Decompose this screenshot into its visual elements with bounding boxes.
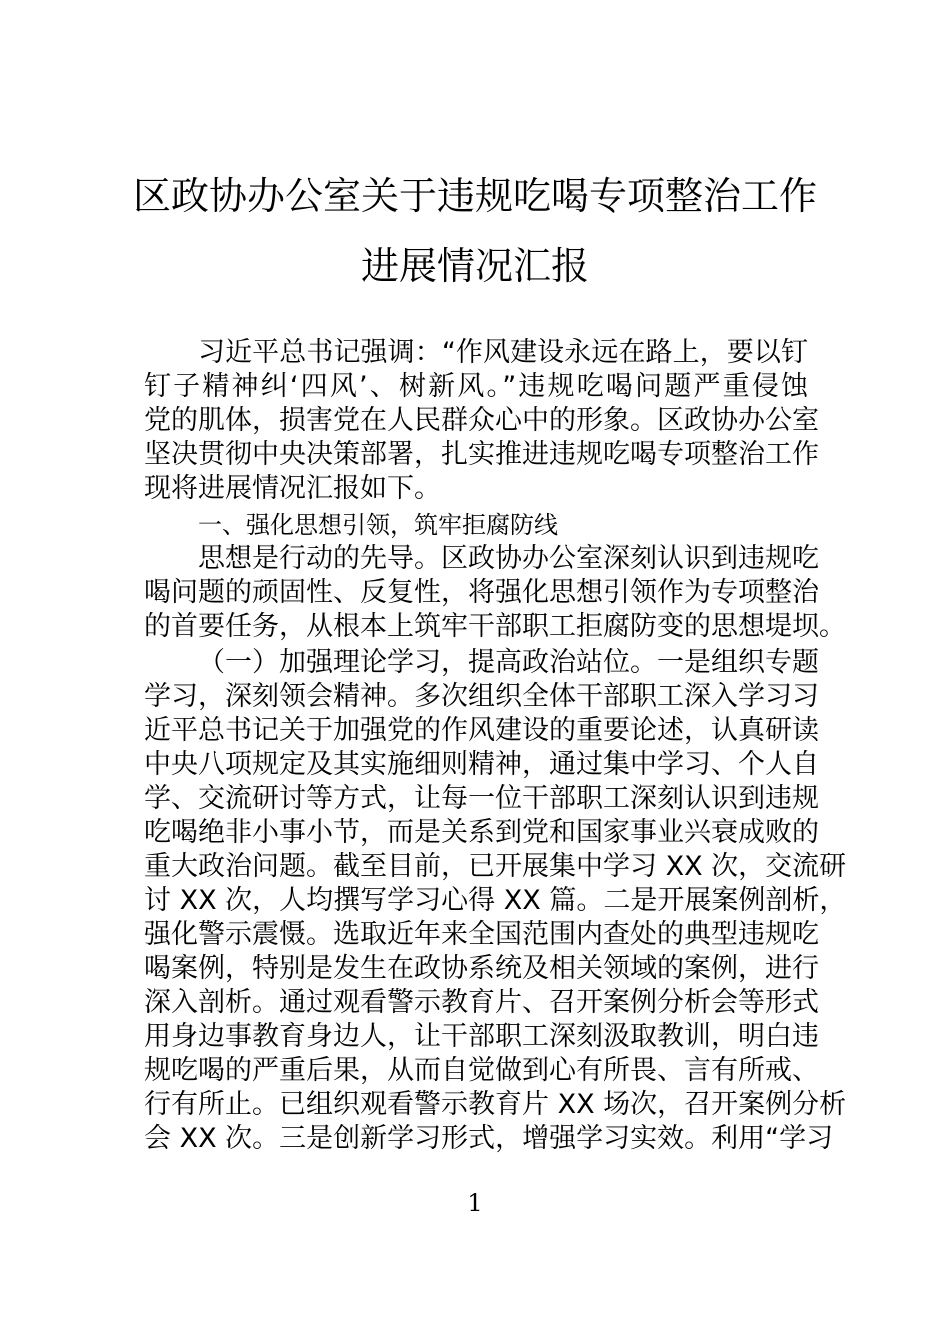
subsection-paragraph-line: 学习，深刻领会精神。多次组织全体干部职工深入学习习 xyxy=(144,681,819,712)
subsection-paragraph-line: 规吃喝的严重后果，从而自觉做到心有所畏、言有所戒、 xyxy=(144,1055,819,1086)
subsection-paragraph-line: 讨 XX 次，人均撰写学习心得 XX 篇。二是开展案例剖析， xyxy=(144,885,847,916)
document-title-line-2: 进展情况汇报 xyxy=(360,244,589,288)
section-paragraph-line: 的首要任务，从根本上筑牢干部职工拒腐防变的思想堤坝。 xyxy=(144,611,846,642)
subsection-paragraph-line: （一）加强理论学习，提高政治站位。一是组织专题 xyxy=(198,647,819,678)
subsection-paragraph-line: 喝案例，特别是发生在政协系统及相关领域的案例，进行 xyxy=(144,953,819,984)
subsection-paragraph-line: 深入剖析。通过观看警示教育片、召开案例分析会等形式 xyxy=(144,987,819,1018)
subsection-paragraph-line: 重大政治问题。截至目前，已开展集中学习 XX 次，交流研 xyxy=(144,851,847,882)
subsection-paragraph-line: 学、交流研讨等方式，让每一位干部职工深刻认识到违规 xyxy=(144,783,819,814)
intro-paragraph-line: 现将进展情况汇报如下。 xyxy=(144,473,441,504)
subsection-paragraph-line: 近平总书记关于加强党的作风建设的重要论述，认真研读 xyxy=(144,715,819,746)
intro-paragraph-line: 党的肌体，损害党在人民群众心中的形象。区政协办公室 xyxy=(144,405,819,436)
subsection-paragraph-line: 会 XX 次。三是创新学习形式，增强学习实效。利用“学习 xyxy=(144,1123,834,1154)
intro-paragraph-line: 坚决贯彻中央决策部署，扎实推进违规吃喝专项整治工作 xyxy=(144,439,819,470)
section-heading: 一、强化思想引领，筑牢拒腐防线 xyxy=(198,511,558,539)
section-paragraph-line: 喝问题的顽固性、反复性，将强化思想引领作为专项整治 xyxy=(144,577,819,608)
section-paragraph-line: 思想是行动的先导。区政协办公室深刻认识到违规吃 xyxy=(198,543,819,574)
page-number: 1 xyxy=(467,1189,483,1217)
subsection-paragraph-line: 吃喝绝非小事小节，而是关系到党和国家事业兴衰成败的 xyxy=(144,817,819,848)
subsection-paragraph-line: 中央八项规定及其实施细则精神，通过集中学习、个人自 xyxy=(144,749,819,780)
intro-paragraph-line: 习近平总书记强调：“作风建设永远在路上，要以钉 xyxy=(198,337,808,368)
intro-paragraph-line: 钉子精神纠‘四风’、树新风。”违规吃喝问题严重侵蚀 xyxy=(144,371,808,402)
subsection-paragraph-line: 行有所止。已组织观看警示教育片 XX 场次，召开案例分析 xyxy=(144,1089,847,1120)
subsection-paragraph-line: 强化警示震慑。选取近年来全国范围内查处的典型违规吃 xyxy=(144,919,819,950)
subsection-paragraph-line: 用身边事教育身边人，让干部职工深刻汲取教训，明白违 xyxy=(144,1021,819,1052)
document-title-line-1: 区政协办公室关于违规吃喝专项整治工作 xyxy=(132,174,817,218)
